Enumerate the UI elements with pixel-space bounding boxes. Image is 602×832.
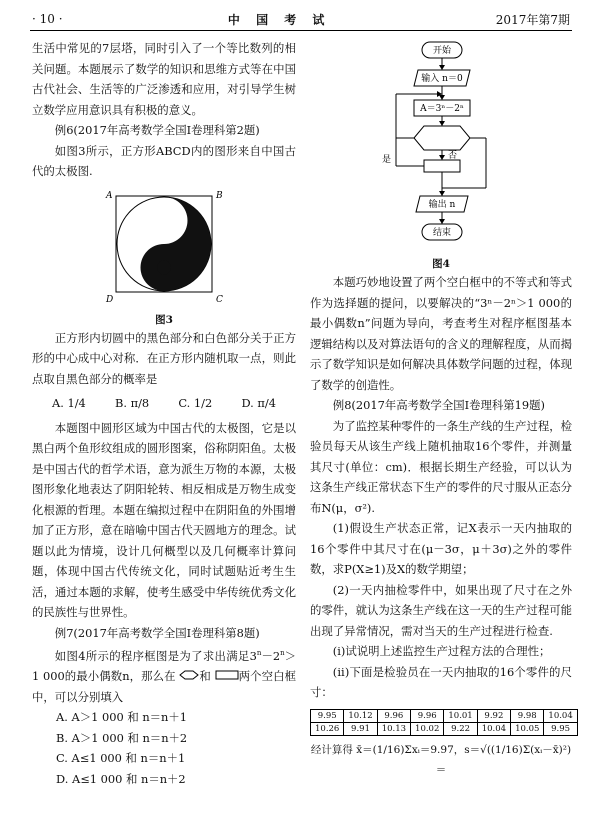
example7-question: 如图4所示的程序框图是为了求出满足$3^n-2^n>1$ 000的最小偶数n，那么在 和 两个空白框中，可以分别填入 [32, 648, 296, 704]
choice-c: C. A≤1 000 和 n＝n＋1 [56, 751, 186, 766]
example8-part2: (2)一天内抽检零件中，如果出现了尺寸在之外的零件，就认为这条生产线在这一天的生产过程可能出现了异常情况，需对当天的生产过程进行检查. [310, 582, 572, 638]
no-label: 否 [448, 151, 458, 161]
choice-b: B. π/8 [115, 396, 150, 410]
diamond-box-icon [179, 670, 199, 680]
taiji-diagram [32, 190, 296, 308]
example6-choices [32, 393, 296, 414]
example8-part2-ii: (ⅱ)下面是检验员在一天内抽取的16个零件的尺寸： [310, 664, 572, 699]
example8-question: 为了监控某种零件的一条生产线的生产过程，检验员每天从该生产线上随机抽取16个零件，并测量其尺寸(单位：cm)．根据长期生产经验，可以认为这条生产线正常状态下生产的零件的尺寸服从正态分布N(μ，σ²). [310, 418, 573, 515]
table-row: 9.95 10.12 9.96 9.96 10.01 9.92 9.98 10.04 [311, 709, 578, 722]
example6-title: 例6(2017年高考数学全国Ⅰ卷理科第2题) [54, 123, 260, 137]
yes-label: 是 [382, 155, 392, 165]
example6-question: 如图3所示，正方形ABCD内的图形来自中国古代的太极图. [32, 143, 296, 178]
page-header [32, 10, 570, 28]
corner-a-label: A [106, 190, 113, 201]
example8-title: 例8(2017年高考数学全国Ⅰ卷理科第19题) [332, 398, 545, 412]
choice-d: D. A≤1 000 和 n＝n＋2 [56, 771, 186, 786]
corner-b-label: B [216, 190, 223, 201]
figure-3-caption: 图3 [155, 313, 173, 326]
flowchart [310, 38, 572, 252]
blank-box [424, 160, 460, 172]
example8-part1: (1)假设生产状态正常，记X表示一天内抽取的16个零件中其尺寸在(μ－3σ，μ＋3σ)之外的零件数，求P(X≥1)及X的数学期望； [310, 521, 572, 576]
end-label: 结束 [432, 228, 452, 238]
right-column [310, 38, 572, 781]
assign-label: A＝3ⁿ－2ⁿ [420, 104, 464, 114]
output-label: 输出 n [428, 200, 456, 210]
decision-node [414, 126, 470, 150]
choice-c: C. 1/2 [178, 396, 213, 410]
figure-4 [310, 38, 572, 254]
figure-3 [32, 190, 296, 310]
input-label: 输入 n＝0 [421, 74, 463, 84]
choice-b: B. A＞1 000 和 n＝n＋2 [56, 730, 188, 745]
choice-a: A. 1/4 [52, 396, 86, 410]
formula-line: 经计算得 x̄＝(1/16)Σxᵢ＝9.97，s＝√((1/16)Σ(xᵢ－x̄)²)＝ [310, 743, 572, 776]
corner-c-label: C [216, 294, 223, 305]
measurement-table [310, 709, 578, 736]
analysis-paragraph: 本题巧妙地设置了两个空白框中的不等式和等式作为选择题的提问，以要解决的“3ⁿ－2ⁿ＞1 000的最小偶数n”问题为导向，考查考生对程序框图基本逻辑结构以及对算法语句的含义的理解程度，从而揭示了数学知识是如何解决具体数学问题的过程，体现了数学的创造性。 [310, 275, 573, 392]
example8-part2-i: (ⅰ)试说明上述监控生产过程方法的合理性； [332, 644, 551, 658]
example6-analysis: 本题图中圆形区域为中国古代的太极图，它是以黑白两个鱼形纹组成的圆形图案，俗称阴阳鱼。太极是中国古代的哲学术语，意为派生万物的本源，太极图形象化地表达了阴阳轮转、相反相成是万物生成变化根源的哲理。本题在编拟过程中在阴阳鱼的外围增加了正方形，意在暗喻中国古代天圆地方的理念。试题以此为情境，设计几何概型以及几何概率计算问题，体现中国古代传统文化，同时试题贴近考生生活，通过本题的求解，使考生感受中华传统优秀文化的民族性与世界性。 [32, 420, 296, 619]
issue-number: 2017年第7期 [495, 12, 570, 27]
header-rule [30, 30, 572, 31]
table-row: 10.26 9.91 10.13 10.02 9.22 10.04 10.05 9.95 [311, 722, 578, 735]
left-column [32, 38, 296, 789]
page-number: · 10 · [32, 12, 63, 26]
choice-d: D. π/4 [241, 396, 276, 410]
rect-box-icon [215, 670, 239, 680]
example7-choices [32, 707, 296, 789]
corner-d-label: D [106, 294, 114, 305]
intro-paragraph: 生活中常见的7层塔，同时引入了一个等比数列的相关问题。本题展示了数学的知识和思维方式等在中国古代社会、生活等的广泛渗透和应用，对引导学生树立数学应用意识具有积极的意义。 [32, 41, 296, 117]
example7-title: 例7(2017年高考数学全国Ⅰ卷理科第8题) [54, 625, 260, 640]
choice-a: A. A＞1 000 和 n＝n＋1 [56, 710, 188, 725]
journal-title: 中 国 考 试 [227, 12, 331, 27]
start-label: 开始 [432, 46, 452, 56]
example6-question-2: 正方形内切圆中的黑色部分和白色部分关于正方形的中心成中心对称．在正方形内随机取一点，则此点取自黑色部分的概率是 [32, 330, 296, 386]
figure-4-caption: 图4 [432, 258, 450, 270]
